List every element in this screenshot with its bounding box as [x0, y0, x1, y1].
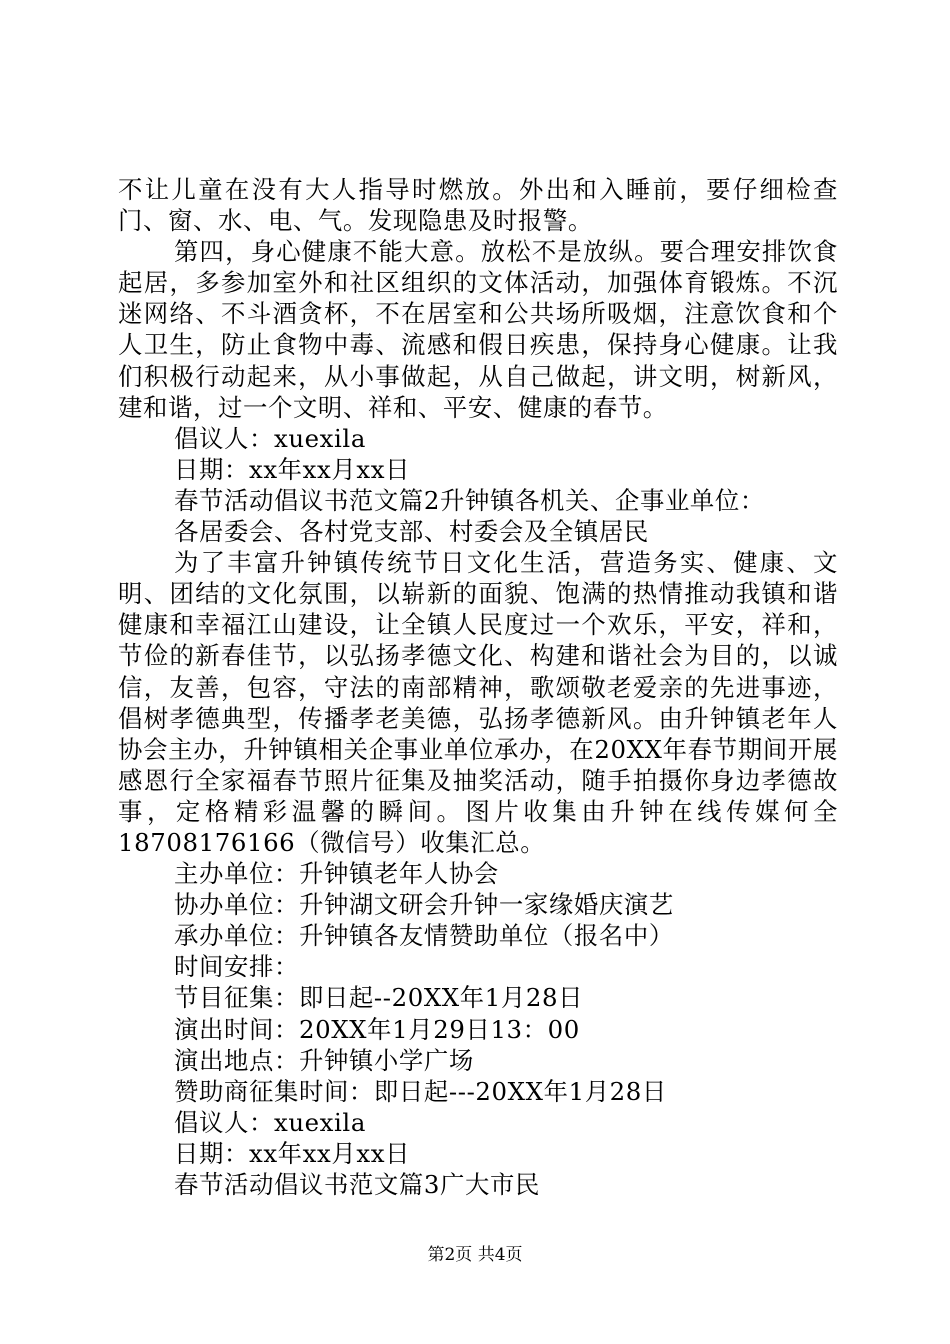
paragraph-15: 赞助商征集时间：即日起---20XX年1月28日: [174, 1076, 667, 1106]
paragraph-3: 倡议人：xuexila: [174, 423, 366, 453]
document-body: [118, 174, 838, 1200]
paragraph-16: 倡议人：xuexila: [174, 1107, 366, 1137]
page-footer: [0, 1244, 950, 1266]
paragraph-11: 时间安排：: [174, 952, 299, 982]
paragraph-6: 各居委会、各村党支部、村委会及全镇居民: [174, 517, 649, 547]
paragraph-2: 第四，身心健康不能大意。放松不是放纵。要合理安排饮食起居，多参加室外和社区组织的文体活动，加强体育锻炼。不沉迷网络、不斗酒贪杯，不在居室和公共场所吸烟，注意饮食和个人卫生，防止食物中毒、流感和假日疾患，保持身心健康。让我们积极行动起来，从小事做起，从自己做起，讲文明，树新风，建和谐，过一个文明、祥和、平安、健康的春节。: [118, 237, 838, 422]
paragraph-13: 演出时间：20XX年1月29日13：00: [174, 1014, 580, 1044]
paragraph-18: 春节活动倡议书范文篇3广大市民: [174, 1170, 540, 1199]
paragraph-12: 节目征集：即日起--20XX年1月28日: [174, 983, 584, 1013]
paragraph-7: 为了丰富升钟镇传统节日文化生活，营造务实、健康、文明、团结的文化氛围，以崭新的面貌、饱满的热情推动我镇和谐健康和幸福江山建设，让全镇人民度过一个欢乐，平安，祥和，节俭的新春佳节，以弘扬孝德文化、构建和谐社会为目的，以诚信，友善，包容，守法的南部精神，歌颂敬老爱亲的先进事迹，倡树孝德典型，传播孝老美德，弘扬孝德新风。由升钟镇老年人协会主办，升钟镇相关企事业单位承办，在20XX年春节期间开展感恩行全家福春节照片征集及抽奖活动，随手拍摄你身边孝德故事，定格精彩温馨的瞬间。图片收集由升钟在线传媒何全18708176166（微信号）收集汇总。: [118, 548, 838, 857]
paragraph-5: 春节活动倡议书范文篇2升钟镇各机关、企事业单位：: [174, 485, 765, 515]
paragraph-8: 主办单位：升钟镇老年人协会: [174, 859, 499, 889]
paragraph-4: 日期：xx年xx月xx日: [174, 454, 411, 484]
paragraph-1: 不让儿童在没有大人指导时燃放。外出和入睡前，要仔细检查门、窗、水、电、气。发现隐患及时报警。: [118, 175, 838, 236]
paragraph-10: 承办单位：升钟镇各友情赞助单位（报名中）: [174, 921, 674, 951]
paragraph-17: 日期：xx年xx月xx日: [174, 1138, 411, 1168]
paragraph-9: 协办单位：升钟湖文研会升钟一家缘婚庆演艺: [174, 890, 674, 920]
page-number: 第2页 共4页: [427, 1245, 523, 1265]
paragraph-14: 演出地点：升钟镇小学广场: [174, 1045, 474, 1075]
